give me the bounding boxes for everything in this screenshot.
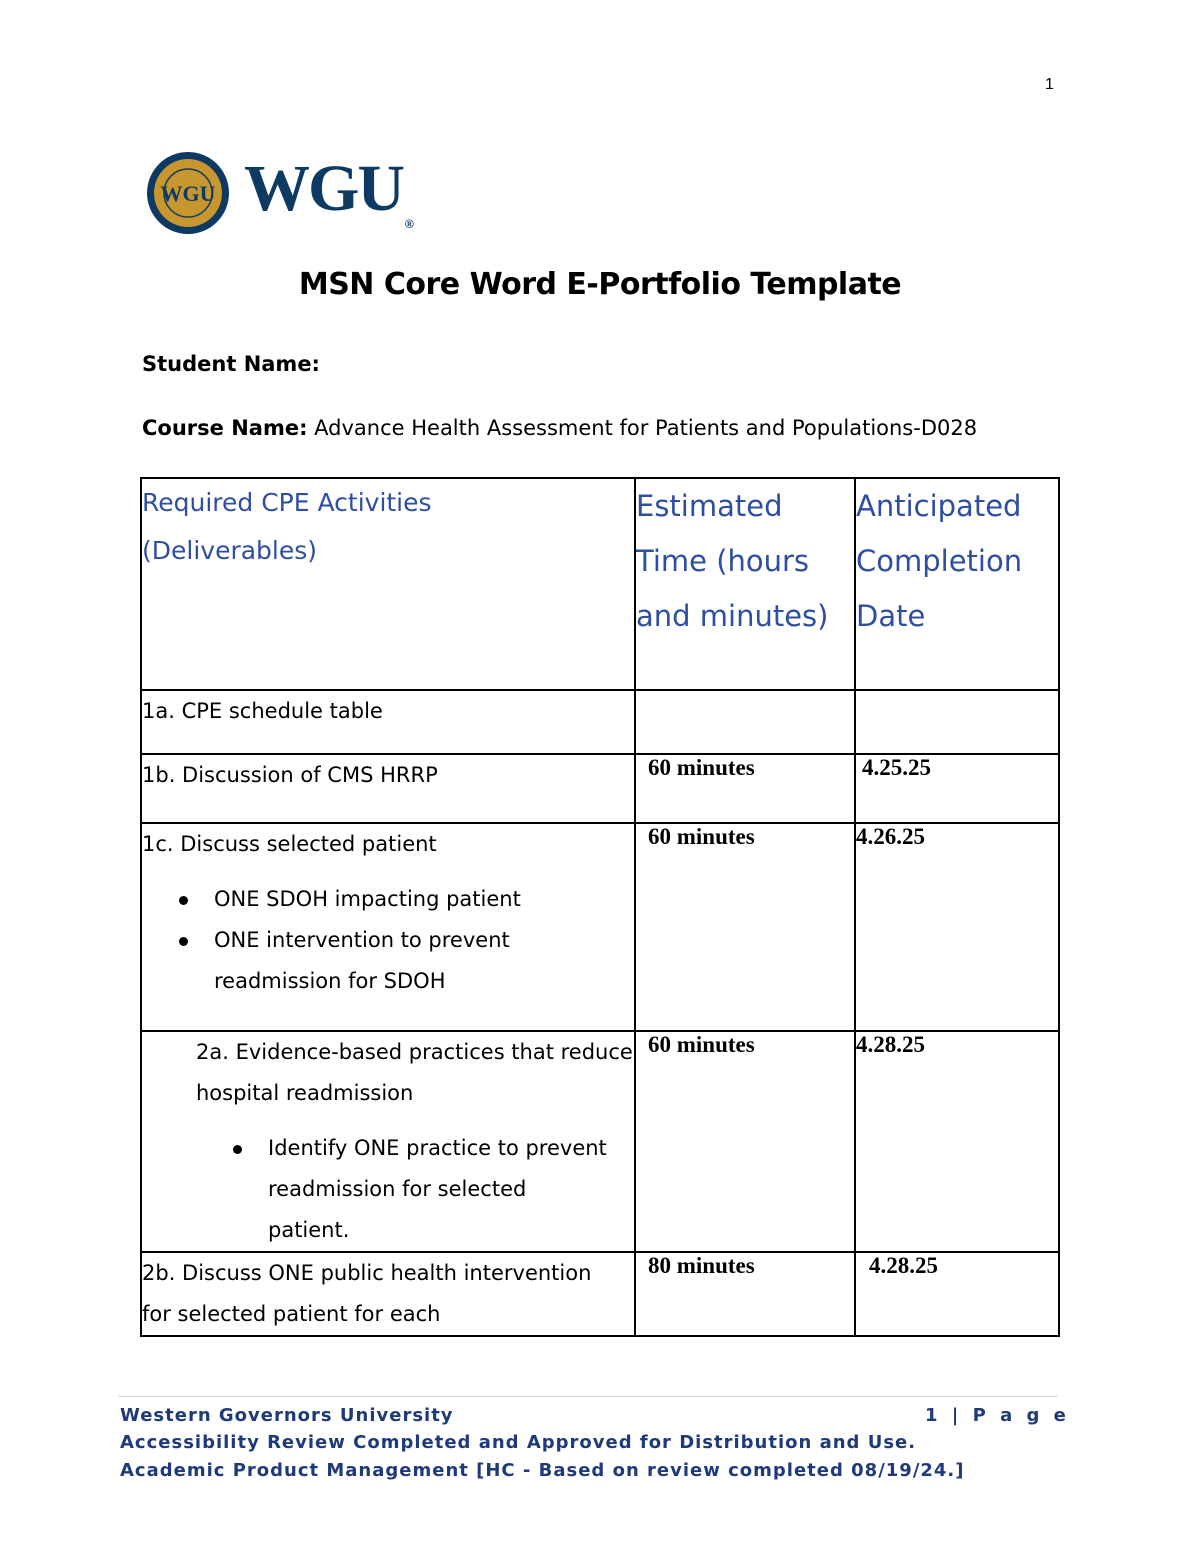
date-cell: 4.28.25 — [855, 1031, 1059, 1252]
time-cell: 80 minutes — [635, 1252, 855, 1336]
activity-text: 2a. Evidence-based practices that reduce hospital readmission — [196, 1040, 633, 1105]
footer-review-note: Academic Product Management [HC - Based on review completed 08/19/24.] — [120, 1460, 965, 1481]
wgu-logo — [146, 150, 414, 236]
page-number: 1 — [1045, 76, 1054, 93]
cpe-activities-table — [140, 477, 1060, 1337]
table-row — [141, 823, 1059, 1031]
footer-accessibility-note: Accessibility Review Completed and Approved for Distribution and Use. — [120, 1432, 917, 1453]
activity-bullets — [142, 879, 634, 1002]
table-row — [141, 690, 1059, 754]
table-row — [141, 754, 1059, 823]
footer-org: Western Governors University — [120, 1405, 454, 1426]
header-completion-date: Anticipated Completion Date — [855, 478, 1059, 690]
header-estimated-time: Estimated Time (hours and minutes) — [635, 478, 855, 690]
activity-cell — [141, 823, 635, 1031]
wgu-wordmark: WGU $_®$ — [244, 152, 414, 231]
time-cell: 60 minutes — [635, 823, 855, 1031]
header-activities: Required CPE Activities (Deliverables) — [141, 478, 635, 690]
date-cell: 4.25.25 — [855, 754, 1059, 823]
document-title: MSN Core Word E-Portfolio Template — [298, 267, 902, 302]
footer-divider — [118, 1396, 1058, 1397]
list-item: ONE SDOH impacting patient — [214, 879, 634, 920]
activity-cell: 1b. Discussion of CMS HRRP — [141, 754, 635, 823]
svg-text:WGU: WGU — [160, 181, 216, 206]
date-cell: 4.26.25 — [855, 823, 1059, 1031]
time-cell: 60 minutes — [635, 754, 855, 823]
time-cell: 60 minutes — [635, 1031, 855, 1252]
student-name-label: Student Name: — [142, 352, 320, 376]
table-row — [141, 1031, 1059, 1252]
activity-text: 1c. Discuss selected patient — [142, 832, 437, 856]
table-row — [141, 1252, 1059, 1336]
time-cell — [635, 690, 855, 754]
university-seal-icon — [146, 151, 230, 235]
date-cell — [855, 690, 1059, 754]
course-name-label: Course Name: — [142, 416, 308, 440]
date-cell: 4.28.25 — [855, 1252, 1059, 1336]
footer-page-label: 1 | P a g e — [925, 1405, 1070, 1426]
list-item: Identify ONE practice to prevent readmission for selected patient. — [268, 1128, 634, 1251]
activity-bullets — [196, 1128, 634, 1251]
activity-cell — [141, 1031, 635, 1252]
course-name-field — [142, 416, 977, 440]
activity-cell: 2b. Discuss ONE public health intervention for selected patient for each — [141, 1252, 635, 1336]
activity-cell: 1a. CPE schedule table — [141, 690, 635, 754]
course-name-value: Advance Health Assessment for Patients and Populations-D028 — [314, 416, 978, 440]
list-item: ONE intervention to prevent readmission for SDOH — [214, 920, 634, 1002]
student-name-field — [142, 352, 320, 376]
table-header-row — [141, 478, 1059, 690]
